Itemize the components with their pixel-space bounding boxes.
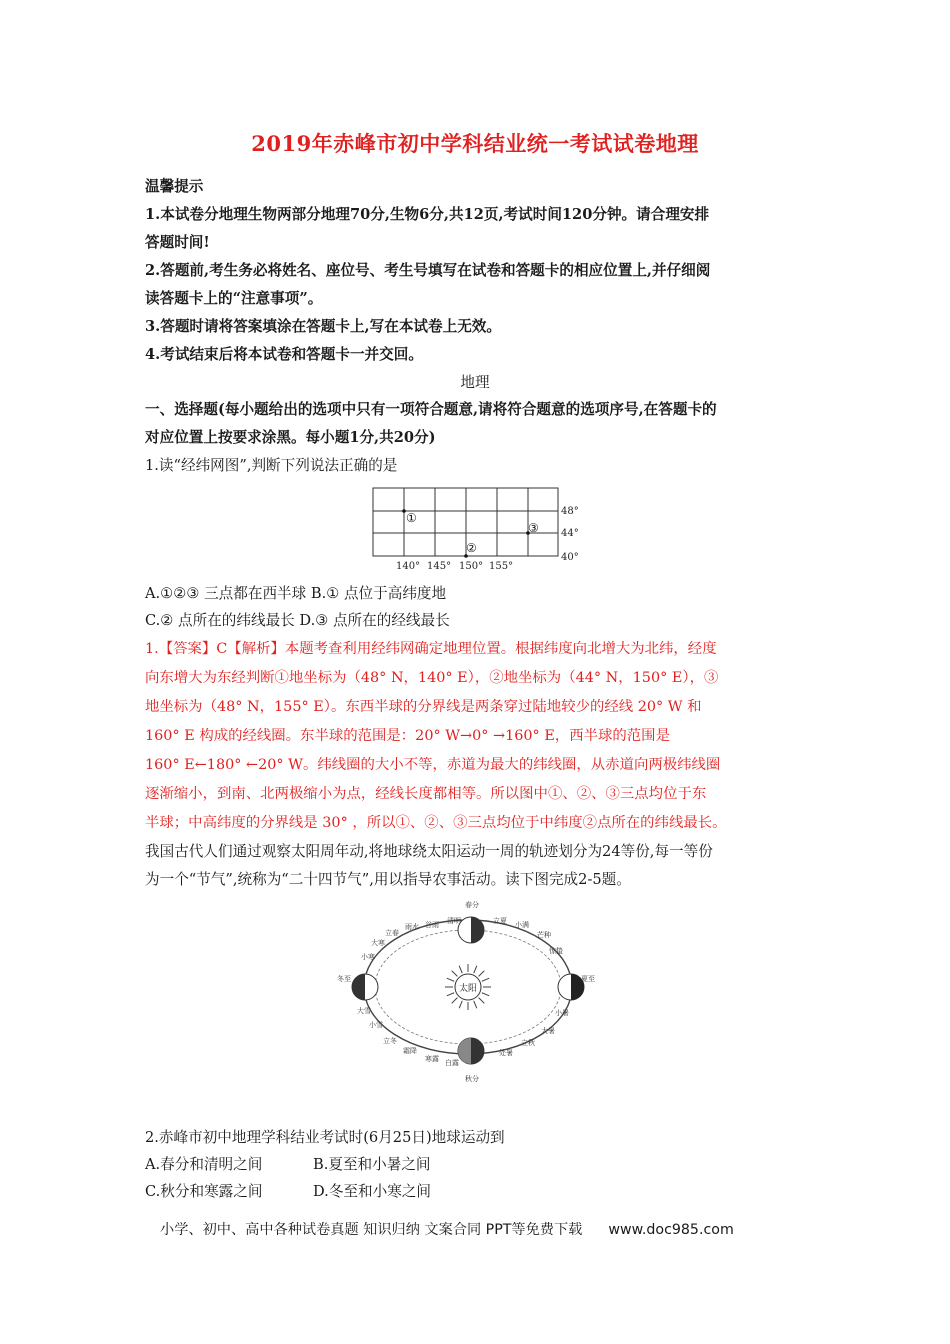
term-label: 谷雨 — [425, 921, 439, 929]
answer-line: 160° E←180° ←20° W。纬线圈的大小不等，赤道为最大的纬线圈，从赤道向两极纬线圈 — [145, 757, 721, 773]
longitude-label: 155° — [489, 561, 514, 572]
sun-ray — [452, 998, 458, 1004]
part1-heading: 一、选择题(每小题给出的选项中只有一项符合题意,请将符合题意的选项序号,在答题卡的 — [145, 401, 717, 418]
option-a: A.春分和清明之间 — [145, 1156, 263, 1173]
question-2-stem: 2.赤峰市初中地理学科结业考试时(6月25日)地球运动到 — [145, 1129, 505, 1146]
sun-ray — [447, 993, 454, 996]
term-label: 大暑 — [541, 1027, 555, 1035]
sun-ray — [474, 1001, 477, 1008]
point-1-label: ① — [406, 511, 417, 525]
term-label: 芒种 — [537, 931, 551, 939]
term-label: 小满 — [515, 921, 529, 929]
term-label: 小雪 — [369, 1021, 383, 1029]
part1-heading: 对应位置上按要求涂黑。每小题1分,共20分) — [145, 429, 436, 446]
answer-line: 地坐标为（48° N，155° E）。东西半球的分界线是两条穿过陆地较少的经线 20° W 和 — [145, 699, 702, 715]
question-2-options — [145, 1180, 431, 1201]
term-label: 惊蛰 — [549, 947, 563, 955]
earth-autumn-equinox-icon — [458, 1038, 484, 1064]
answer-line: 逐渐缩小，到南、北两极缩小为点，经线长度都相等。所以图中①、②、③三点均位于东 — [145, 786, 707, 802]
point-2-label: ② — [466, 541, 477, 555]
sun-ray — [482, 978, 489, 981]
notice-line: 1.本试卷分地理生物两部分地理70分,生物6分,共12页,考试时间120分钟。请合理安排 — [145, 206, 710, 223]
question-1-options: A.①②③ 三点都在西半球 B.① 点位于高纬度地 — [145, 585, 447, 602]
term-label: 秋分 — [465, 1075, 479, 1083]
term-label: 霜降 — [403, 1047, 417, 1055]
latitude-label: 40° — [561, 552, 579, 563]
intro-text: 我国古代人们通过观察太阳周年动,将地球绕太阳运动一周的轨迹划分为24等份,每一等份 — [145, 843, 713, 860]
term-label: 冬至 — [337, 975, 351, 983]
sun-ray — [459, 1001, 462, 1008]
notice-heading: 温馨提示 — [145, 178, 204, 195]
term-label: 大寒 — [371, 939, 385, 947]
term-label: 寒露 — [425, 1055, 439, 1063]
question-2-options — [145, 1153, 431, 1174]
term-label: 大雪 — [357, 1007, 371, 1015]
term-label: 雨水 — [405, 923, 419, 931]
lat-long-grid — [365, 480, 585, 572]
sun-ray — [479, 998, 485, 1004]
footer-text: 小学、初中、高中各种试卷真题 知识归纳 文案合同 PPT等免费下载 — [160, 1222, 583, 1238]
latitude-label: 44° — [561, 528, 579, 539]
term-label: 处暑 — [499, 1049, 513, 1057]
notice-line: 4.考试结束后将本试卷和答题卡一并交回。 — [145, 346, 423, 363]
intro-text: 为一个“节气”,统称为“二十四节气”,用以指导农事活动。读下图完成2-5题。 — [145, 871, 631, 888]
sun-icon — [445, 964, 491, 1010]
notice-line: 读答题卡上的“注意事项”。 — [145, 290, 323, 307]
term-label: 立秋 — [521, 1039, 535, 1047]
term-label: 夏至 — [581, 975, 595, 983]
term-label: 立冬 — [383, 1037, 397, 1045]
longitude-label: 150° — [459, 561, 484, 572]
term-label: 立夏 — [493, 917, 507, 925]
notice-line: 答题时间! — [145, 234, 210, 251]
solar-terms-orbit-figure — [335, 895, 595, 1100]
sun-ray — [474, 966, 477, 973]
option-d: D.冬至和小寒之间 — [313, 1183, 431, 1200]
sun-ray — [482, 993, 489, 996]
earth-winter-solstice-icon — [352, 974, 378, 1000]
sun-ray — [479, 971, 485, 977]
sun-ray — [459, 966, 462, 973]
footer — [160, 1219, 734, 1239]
term-label: 小寒 — [361, 953, 375, 961]
option-c: C.秋分和寒露之间 — [145, 1183, 263, 1200]
term-label: 白露 — [445, 1059, 459, 1067]
sun-ray — [452, 971, 458, 977]
answer-line: 半球；中高纬度的分界线是 30° ，所以①、②、③三点均位于中纬度②点所在的纬线最长。 — [145, 815, 727, 831]
term-label: 小暑 — [555, 1009, 569, 1017]
term-label: 春分 — [465, 901, 479, 909]
answer-line: 向东增大为东经判断①地坐标为（48° N，140° E），②地坐标为（44° N，150° E），③ — [145, 670, 719, 686]
notice-line: 2.答题前,考生务必将姓名、座位号、考生号填写在试卷和答题卡的相应位置上,并仔细阅 — [145, 262, 711, 279]
page-title: 2019年赤峰市初中学科结业统一考试试卷地理 — [251, 131, 699, 156]
footer-url[interactable]: www.doc985.com — [608, 1222, 734, 1238]
sun-label: 太阳 — [458, 984, 478, 994]
answer-line: 1.【答案】C【解析】本题考查利用经纬网确定地理位置。根据纬度向北增大为北纬，经度 — [145, 641, 717, 657]
point-3-label: ③ — [528, 521, 539, 535]
question-1-stem: 1.读“经纬网图”,判断下列说法正确的是 — [145, 457, 398, 474]
answer-line: 160° E 构成的经线圈。东半球的范围是：20° W→0° →160° E，西半球的范围是 — [145, 728, 670, 744]
longitude-label: 145° — [427, 561, 452, 572]
notice-line: 3.答题时请将答案填涂在答题卡上,写在本试卷上无效。 — [145, 318, 501, 335]
section-label: 地理 — [460, 374, 490, 391]
earth-spring-equinox-icon — [458, 917, 484, 943]
latitude-label: 48° — [561, 506, 579, 517]
term-label: 立春 — [385, 929, 399, 937]
question-1-options: C.② 点所在的纬线最长 D.③ 点所在的经线最长 — [145, 612, 450, 629]
term-label: 清明 — [447, 917, 461, 925]
option-b: B.夏至和小暑之间 — [313, 1156, 431, 1173]
sun-ray — [447, 978, 454, 981]
longitude-label: 140° — [396, 561, 421, 572]
